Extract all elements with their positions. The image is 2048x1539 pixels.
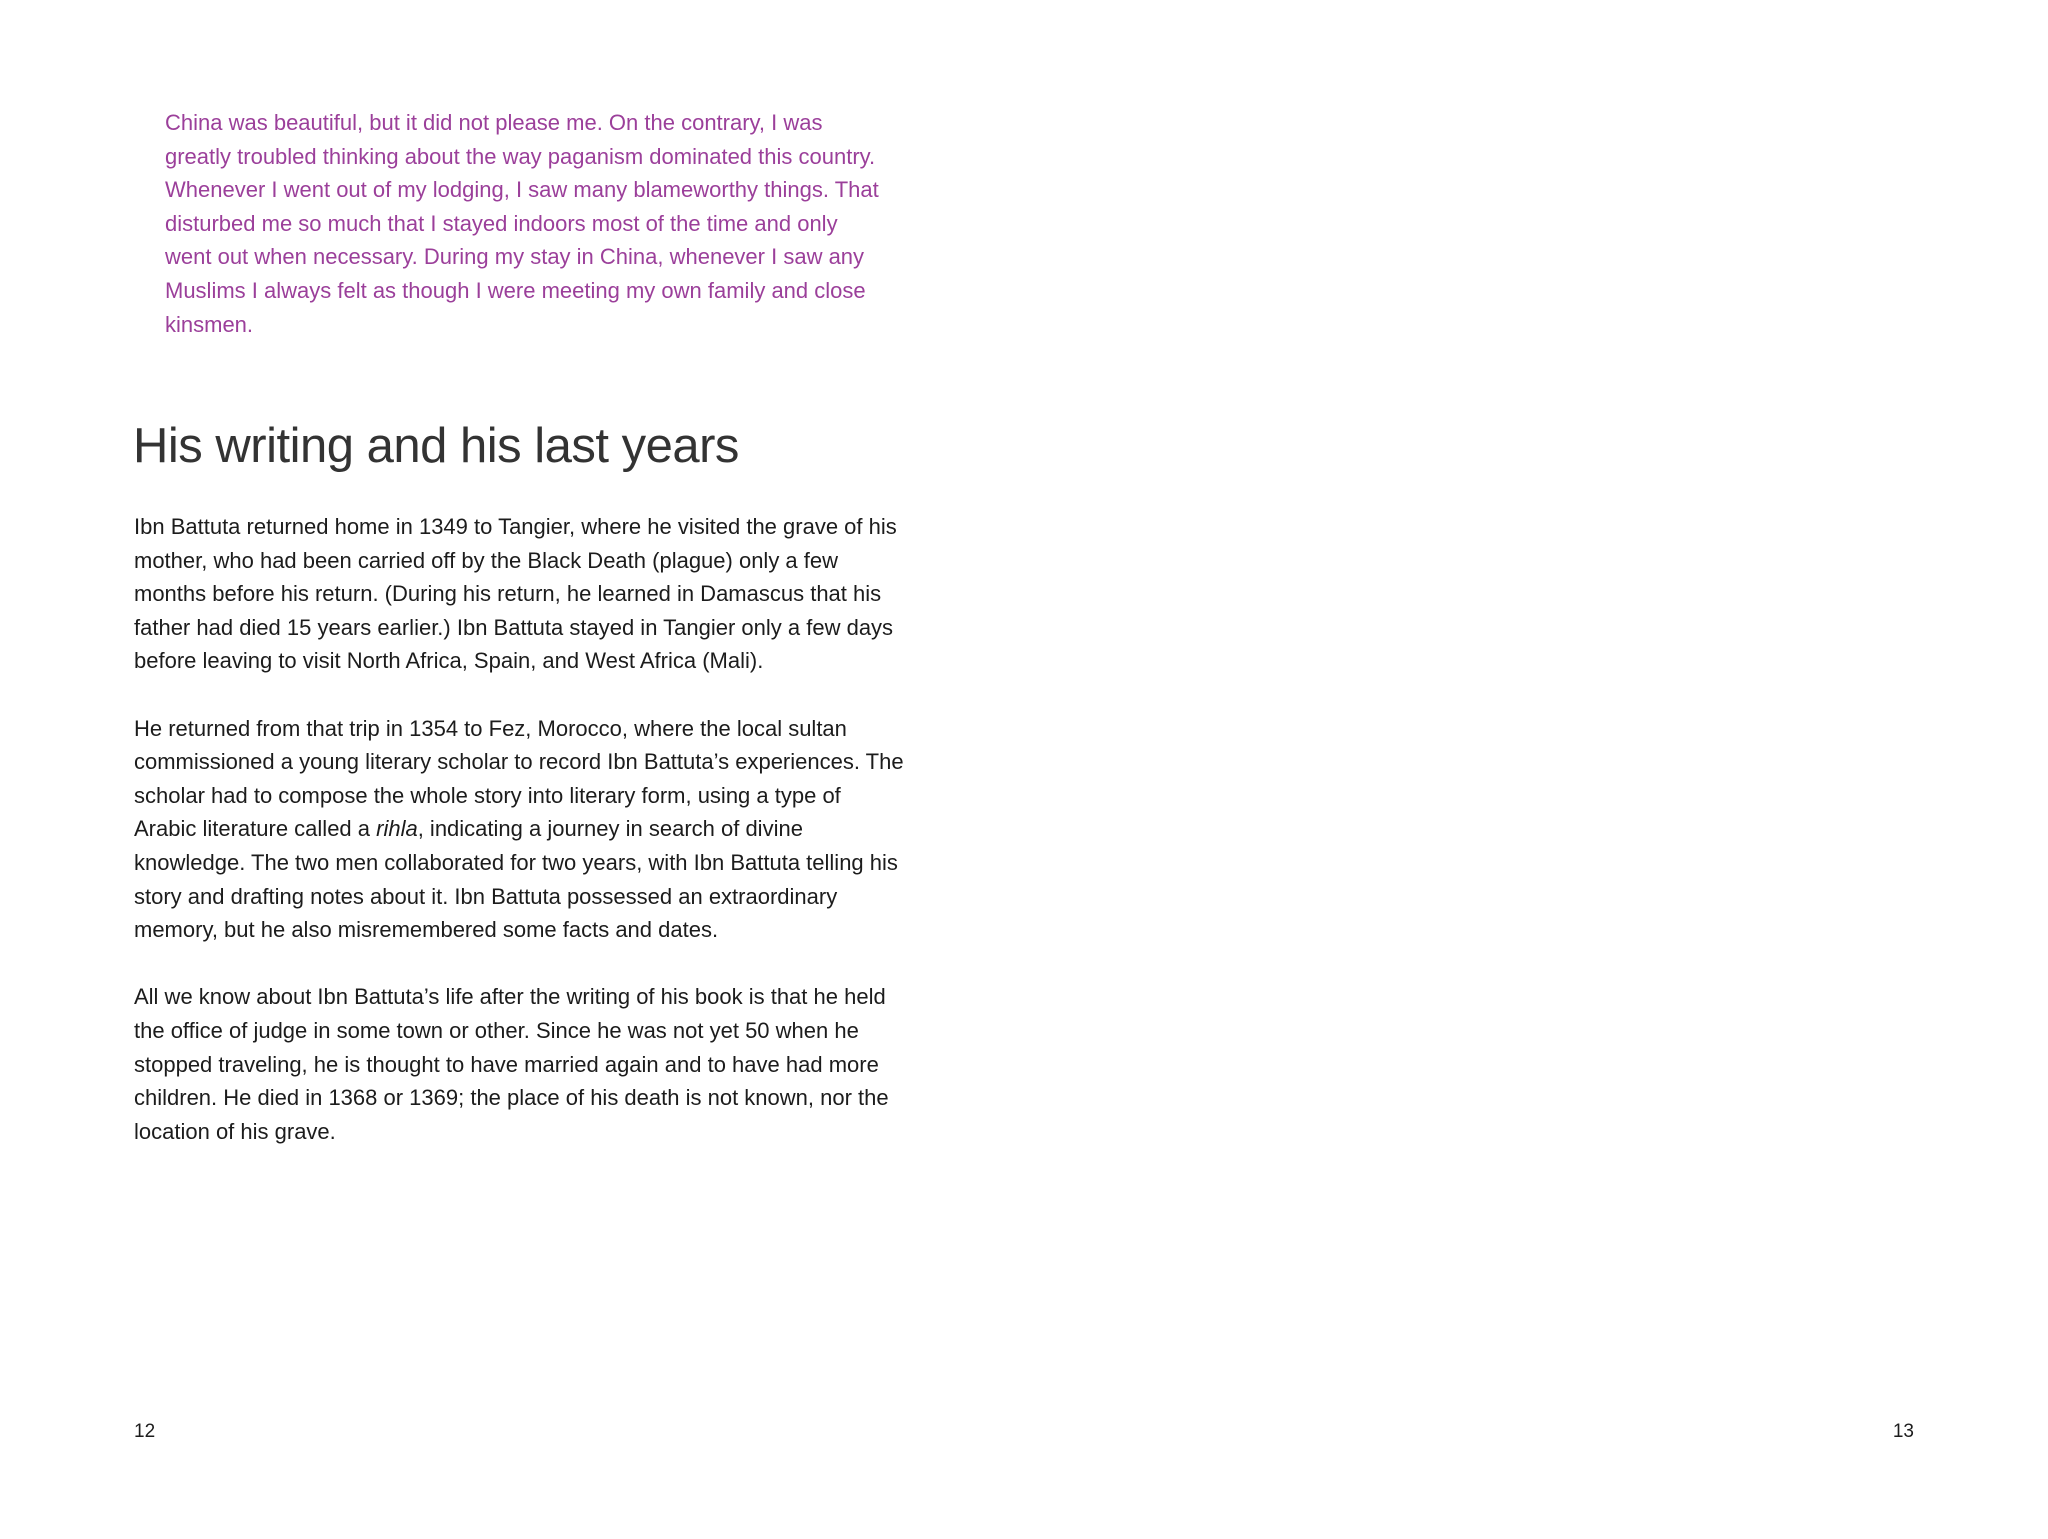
pull-quote: China was beautiful, but it did not please me. On the contrary, I was greatly troubled thinking about the way paganism dominated this country. Whenever I went out of my lodging, I saw many blameworthy things. That disturbed me so much that I stayed indoors most of the time and only went out when necessary. During my stay in China, whenever I saw any Muslims I always felt as though I were meeting my own family and close kinsmen. (165, 110, 879, 337)
right-page (1024, 0, 2048, 1539)
paragraph-rihla-part2: , indicating a journey in search of divine knowledge. The two men collaborated for two years, with Ibn Battuta telling his story and drafting notes about it. Ibn Battuta possessed an extraordinary memory, but he also misremembered some facts and dates. (134, 816, 898, 943)
paragraph-rihla (134, 712, 904, 947)
paragraph-rihla-part1: He returned from that trip in 1354 to Fez, Morocco, where the local sultan commissioned a young literary scholar to record Ibn Battuta’s experiences. The scholar had to compose the whole story into literary form, using a type of Arabic literature called a (134, 715, 904, 842)
left-body-text (134, 510, 904, 1182)
section-heading-writing: His writing and his last years (133, 419, 739, 473)
page-number-right: 13 (1892, 1421, 1914, 1442)
paragraph-return-home: Ibn Battuta returned home in 1349 to Tangier, where he visited the grave of his mother, who had been carried off by the Black Death (plague) only a few months before his return. (During his return, he learned in Damascus that his father had died 15 years earlier.) Ibn Battuta stayed in Tangier only a few days before leaving to visit North Africa, Spain, and West Africa (Mali). (134, 514, 897, 674)
paragraph-last-years: All we know about Ibn Battuta’s life after the writing of his book is that he held the office of judge in some town or other. Since he was not yet 50 when he stopped traveling, he is thought to have married again and to have had more children. He died in 1368 or 1369; the place of his death is not known, nor the location of his grave. (134, 984, 889, 1144)
rihla-term: rihla (376, 816, 418, 842)
page-number-left: 12 (134, 1421, 156, 1442)
